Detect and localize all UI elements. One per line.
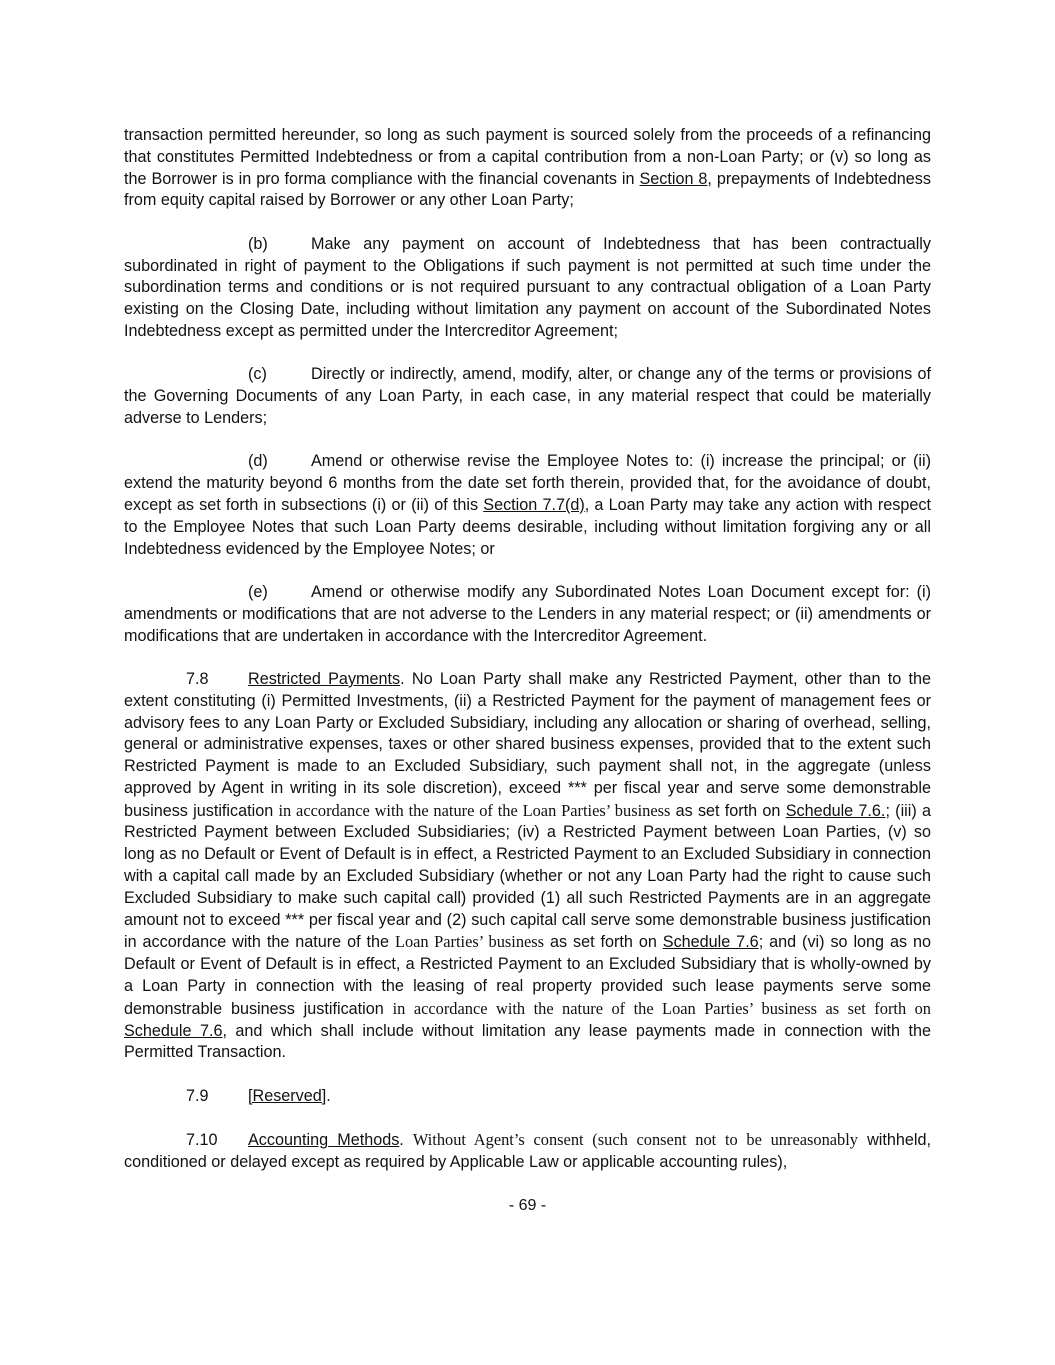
subsection-label: (c) xyxy=(248,365,267,384)
section-text: as set forth on xyxy=(670,801,786,820)
paragraph-text-tail: , prepayments of Indebtedness from equity capital raised by Borrower or any other Loan Party; xyxy=(124,169,931,210)
subsection-text: Amend or otherwise modify any Subordinated Notes Loan Document except for: (i) amendments or modifications that are not adverse to the Lenders in any material respect; or (ii) amendments or modifications that are undertaken in accordance with the Intercreditor Agreement. xyxy=(124,582,931,645)
section-7-8 xyxy=(124,669,931,1064)
subsection-e xyxy=(124,582,931,647)
section-text: , and which shall include without limitation any lease payments made in connection with the Permitted Transaction. xyxy=(124,1021,931,1062)
section-text-serif: Loan Parties’ business xyxy=(394,932,545,952)
subsection-label: (e) xyxy=(248,582,268,601)
section-number: 7.9 xyxy=(186,1086,209,1105)
subsection-text: Amend or otherwise revise the Employee Notes to: (i) increase the principal; or (ii) extend the maturity beyond 6 months from the date set forth therein, provided that, for the avoidance of doubt, except as set forth in subsections (i) or (ii) of this xyxy=(124,452,931,514)
section-text-serif: in accordance with the nature of the Loan Parties’ business xyxy=(278,800,671,820)
section-number: 7.8 xyxy=(186,669,209,688)
section-7-7d-reference: Section 7.7(d) xyxy=(483,495,585,514)
subsection-label: (d) xyxy=(248,452,268,471)
schedule-7-6-reference: Schedule 7.6. xyxy=(785,801,886,820)
paragraph-text: transaction permitted hereunder, so long as such payment is sourced solely from the proceeds of a refinancing that constitutes Permitted Indebtedness or from a capital contribution from a non-Loan Party; or (v) so long as the Borrower is in pro forma compliance with the financial covenants in xyxy=(124,126,931,188)
section-text: . No Loan Party shall make any Restricted Payment, other than to the extent constituting (i) Permitted Investments, (ii) a Restricted Payment for the payment of management fees or advisory fees to any Loan Party or Excluded Subsidiary, including any allocation or sharing of overhead, selling, general or administrative expenses, taxes or other shared business expenses, provided that to the extent such Restricted Payment is made to an Excluded Subsidiary, such payment shall not, in the aggregate (unless approved by Agent in writing in its sole discretion), exceed *** per fiscal year and serve some demonstrable business justification xyxy=(124,669,932,820)
subsection-text: Directly or indirectly, amend, modify, alter, or change any of the terms or provisions of the Governing Documents of any Loan Party, in each case, in any material respect that could be materially adverse to Lenders; xyxy=(124,365,931,427)
section-text: ; and (vi) so long as no Default or Event of Default is in effect, a Restricted Payment to an Excluded Subsidiary that is wholly-owned by a Loan Party in connection with the leasing of real property provided such lease payments serve some demonstrable business justification xyxy=(124,933,932,1018)
section-7-9 xyxy=(124,1086,931,1108)
section-text: withheld, conditioned or delayed except as required by Applicable Law or applicable accounting rules), xyxy=(124,1131,931,1172)
section-heading: Restricted Payments xyxy=(248,669,401,688)
paragraph-continuation xyxy=(124,125,931,212)
section-8-reference: Section 8 xyxy=(639,169,708,188)
subsection-b xyxy=(124,234,931,343)
subsection-text: Make any payment on account of Indebtedness that has been contractually subordinated in right of payment to the Obligations if such payment is not permitted at such time under the subordination terms and conditions or is not required pursuant to any contractual obligation of a Loan Party existing on the Closing Date, including without limitation any payment on account of the Subordinated Notes Indebtedness except as permitted under the Intercreditor Agreement; xyxy=(124,234,931,340)
section-heading: [Reserved] xyxy=(248,1086,327,1105)
schedule-7-6-reference: Schedule 7.6 xyxy=(124,1021,223,1040)
section-7-10 xyxy=(124,1129,931,1174)
section-heading: Accounting Methods xyxy=(248,1131,400,1150)
schedule-7-6-reference: Schedule 7.6 xyxy=(662,933,759,952)
document-page xyxy=(124,125,931,1174)
page-number: - 69 - xyxy=(508,1197,547,1214)
section-text-serif: Without Agent’s consent (such consent not to be unreasonably xyxy=(412,1130,858,1150)
subsection-d xyxy=(124,451,931,560)
section-text: ; (iii) a Restricted Payment between Excluded Subsidiaries; (iv) a Restricted Payment between Loan Parties, (v) so long as no Default or Event of Default is in effect, a Restricted Payment to an Excluded Subsidiary in connection with a capital call made by an Excluded Subsidiary (whether or not any Loan Party had the right to cause such Excluded Subsidiary to make such capital call) provided (1) all such Restricted Payments are in an aggregate amount not to exceed *** per fiscal year and (2) such capital call serve some demonstrable business justification in accordance with the nature of the xyxy=(124,801,931,952)
section-number: 7.10 xyxy=(186,1131,218,1150)
subsection-text-tail: , a Loan Party may take any action with respect to the Employee Notes that such Loan Party deems desirable, including without limitation forgiving any or all Indebtedness evidenced by the Employee Notes; or xyxy=(124,495,932,558)
section-text: as set forth on xyxy=(544,933,663,952)
section-text: . xyxy=(399,1131,413,1150)
subsection-c xyxy=(124,364,931,429)
section-text-serif: in accordance with the nature of the Loan Parties’ business as set forth on xyxy=(392,998,931,1018)
subsection-label: (b) xyxy=(248,234,268,253)
section-text: . xyxy=(326,1086,331,1105)
